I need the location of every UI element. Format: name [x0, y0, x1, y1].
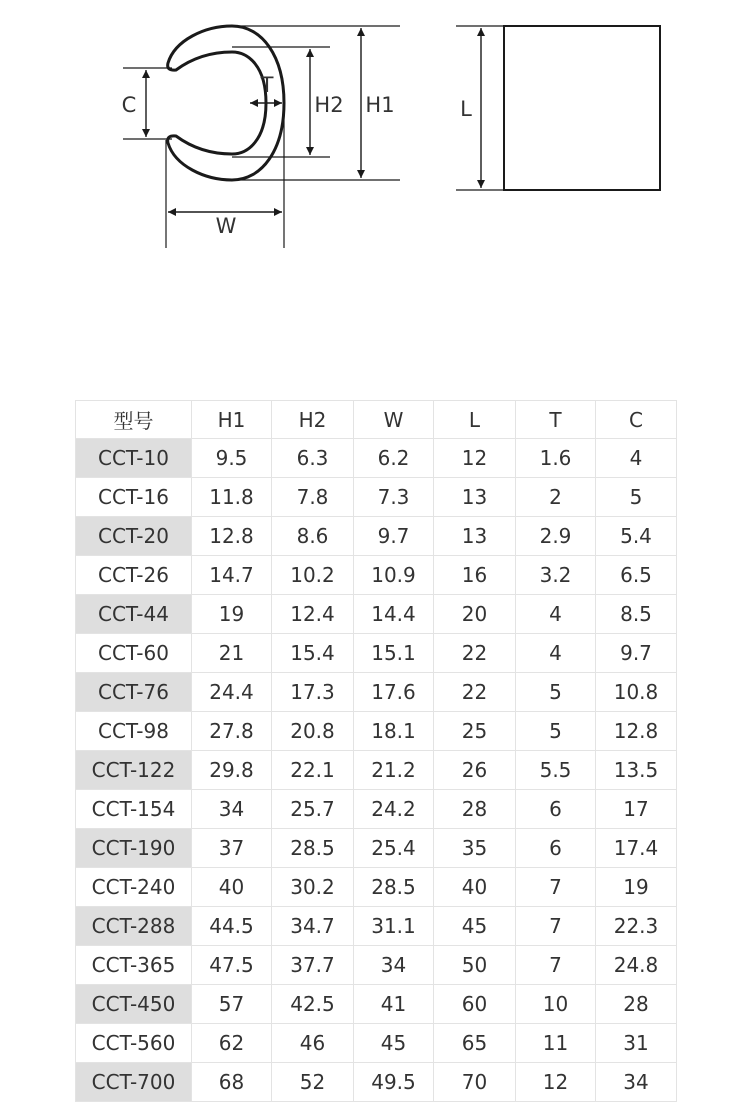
h1-cell: 47.5: [192, 946, 272, 985]
c-cell: 10.8: [596, 673, 677, 712]
w-cell: 6.2: [354, 439, 434, 478]
model-cell: CCT-365: [76, 946, 192, 985]
t-cell: 6: [516, 829, 596, 868]
h1-label: H1: [365, 93, 395, 117]
w-cell: 14.4: [354, 595, 434, 634]
w-cell: 28.5: [354, 868, 434, 907]
diagram-svg: [0, 0, 750, 280]
t-cell: 7: [516, 868, 596, 907]
model-cell: CCT-560: [76, 1024, 192, 1063]
w-cell: 34: [354, 946, 434, 985]
table-row: [76, 634, 677, 673]
header-model: 型号: [76, 401, 192, 439]
w-cell: 10.9: [354, 556, 434, 595]
c-cell: 19: [596, 868, 677, 907]
t-cell: 5: [516, 673, 596, 712]
h2-cell: 42.5: [272, 985, 354, 1024]
l-cell: 16: [434, 556, 516, 595]
table-row: [76, 946, 677, 985]
w-cell: 21.2: [354, 751, 434, 790]
w-cell: 17.6: [354, 673, 434, 712]
l-cell: 28: [434, 790, 516, 829]
h2-cell: 30.2: [272, 868, 354, 907]
l-cell: 22: [434, 673, 516, 712]
c-cell: 17: [596, 790, 677, 829]
h1-cell: 21: [192, 634, 272, 673]
t-cell: 2: [516, 478, 596, 517]
t-cell: 7: [516, 946, 596, 985]
c-cell: 4: [596, 439, 677, 478]
t-cell: 11: [516, 1024, 596, 1063]
model-cell: CCT-240: [76, 868, 192, 907]
table-row: [76, 517, 677, 556]
table-row: [76, 751, 677, 790]
h2-cell: 25.7: [272, 790, 354, 829]
h2-cell: 34.7: [272, 907, 354, 946]
model-cell: CCT-700: [76, 1063, 192, 1102]
header-c: C: [596, 401, 677, 439]
clip-front-view: [122, 26, 400, 248]
l-cell: 60: [434, 985, 516, 1024]
w-cell: 15.1: [354, 634, 434, 673]
h1-cell: 24.4: [192, 673, 272, 712]
c-cell: 5.4: [596, 517, 677, 556]
l-cell: 65: [434, 1024, 516, 1063]
table-row: [76, 478, 677, 517]
h1-cell: 9.5: [192, 439, 272, 478]
t-cell: 10: [516, 985, 596, 1024]
table-header-row: [76, 401, 677, 439]
table-row: [76, 673, 677, 712]
c-cell: 8.5: [596, 595, 677, 634]
clip-side-view: [456, 26, 660, 190]
l-cell: 45: [434, 907, 516, 946]
h1-cell: 44.5: [192, 907, 272, 946]
w-cell: 24.2: [354, 790, 434, 829]
h1-cell: 11.8: [192, 478, 272, 517]
h1-cell: 40: [192, 868, 272, 907]
t-cell: 4: [516, 595, 596, 634]
model-cell: CCT-98: [76, 712, 192, 751]
h2-cell: 20.8: [272, 712, 354, 751]
t-cell: 5: [516, 712, 596, 751]
c-cell: 28: [596, 985, 677, 1024]
h2-cell: 22.1: [272, 751, 354, 790]
header-l: L: [434, 401, 516, 439]
table-row: [76, 907, 677, 946]
h1-cell: 14.7: [192, 556, 272, 595]
h2-cell: 17.3: [272, 673, 354, 712]
t-cell: 5.5: [516, 751, 596, 790]
h1-cell: 12.8: [192, 517, 272, 556]
h2-cell: 7.8: [272, 478, 354, 517]
table-row: [76, 595, 677, 634]
h2-cell: 52: [272, 1063, 354, 1102]
h2-cell: 8.6: [272, 517, 354, 556]
model-cell: CCT-16: [76, 478, 192, 517]
h1-cell: 19: [192, 595, 272, 634]
l-cell: 70: [434, 1063, 516, 1102]
c-cell: 6.5: [596, 556, 677, 595]
l-cell: 40: [434, 868, 516, 907]
table-row: [76, 868, 677, 907]
model-cell: CCT-76: [76, 673, 192, 712]
header-w: W: [354, 401, 434, 439]
header-t: T: [516, 401, 596, 439]
model-cell: CCT-26: [76, 556, 192, 595]
c-cell: 9.7: [596, 634, 677, 673]
l-cell: 25: [434, 712, 516, 751]
h2-cell: 46: [272, 1024, 354, 1063]
model-cell: CCT-44: [76, 595, 192, 634]
l-cell: 13: [434, 517, 516, 556]
l-cell: 20: [434, 595, 516, 634]
h2-cell: 6.3: [272, 439, 354, 478]
c-cell: 31: [596, 1024, 677, 1063]
h2-cell: 28.5: [272, 829, 354, 868]
l-cell: 35: [434, 829, 516, 868]
model-cell: CCT-288: [76, 907, 192, 946]
header-h1: H1: [192, 401, 272, 439]
h1-cell: 62: [192, 1024, 272, 1063]
table-body: [76, 439, 677, 1102]
c-cell: 13.5: [596, 751, 677, 790]
c-cell: 5: [596, 478, 677, 517]
c-cell: 17.4: [596, 829, 677, 868]
model-cell: CCT-190: [76, 829, 192, 868]
w-cell: 31.1: [354, 907, 434, 946]
model-cell: CCT-154: [76, 790, 192, 829]
table-row: [76, 439, 677, 478]
table-row: [76, 985, 677, 1024]
h2-cell: 12.4: [272, 595, 354, 634]
l-cell: 26: [434, 751, 516, 790]
model-cell: CCT-20: [76, 517, 192, 556]
w-cell: 18.1: [354, 712, 434, 751]
h1-cell: 27.8: [192, 712, 272, 751]
model-cell: CCT-450: [76, 985, 192, 1024]
h2-cell: 10.2: [272, 556, 354, 595]
l-cell: 22: [434, 634, 516, 673]
l-cell: 50: [434, 946, 516, 985]
w-cell: 9.7: [354, 517, 434, 556]
l-cell: 13: [434, 478, 516, 517]
table-row: [76, 1024, 677, 1063]
t-cell: 3.2: [516, 556, 596, 595]
dimension-diagram: [0, 0, 750, 280]
c-cell: 34: [596, 1063, 677, 1102]
spec-table: [75, 400, 677, 1102]
h1-cell: 57: [192, 985, 272, 1024]
h2-cell: 15.4: [272, 634, 354, 673]
h1-cell: 37: [192, 829, 272, 868]
model-cell: CCT-122: [76, 751, 192, 790]
h1-cell: 68: [192, 1063, 272, 1102]
t-cell: 2.9: [516, 517, 596, 556]
w-label: W: [215, 214, 237, 238]
table-row: [76, 1063, 677, 1102]
h1-cell: 29.8: [192, 751, 272, 790]
w-cell: 25.4: [354, 829, 434, 868]
t-cell: 12: [516, 1063, 596, 1102]
t-cell: 4: [516, 634, 596, 673]
t-cell: 6: [516, 790, 596, 829]
w-cell: 45: [354, 1024, 434, 1063]
l-label: L: [460, 97, 472, 121]
w-cell: 41: [354, 985, 434, 1024]
t-cell: 1.6: [516, 439, 596, 478]
h2-label: H2: [314, 93, 344, 117]
table-row: [76, 829, 677, 868]
c-cell: 24.8: [596, 946, 677, 985]
h1-cell: 34: [192, 790, 272, 829]
w-cell: 7.3: [354, 478, 434, 517]
side-view-rect: [504, 26, 660, 190]
l-cell: 12: [434, 439, 516, 478]
model-cell: CCT-60: [76, 634, 192, 673]
c-cell: 22.3: [596, 907, 677, 946]
header-h2: H2: [272, 401, 354, 439]
t-label: T: [260, 73, 274, 97]
t-cell: 7: [516, 907, 596, 946]
table-row: [76, 556, 677, 595]
w-cell: 49.5: [354, 1063, 434, 1102]
table-row: [76, 790, 677, 829]
c-label: C: [121, 93, 137, 117]
h2-cell: 37.7: [272, 946, 354, 985]
model-cell: CCT-10: [76, 439, 192, 478]
c-cell: 12.8: [596, 712, 677, 751]
table-row: [76, 712, 677, 751]
